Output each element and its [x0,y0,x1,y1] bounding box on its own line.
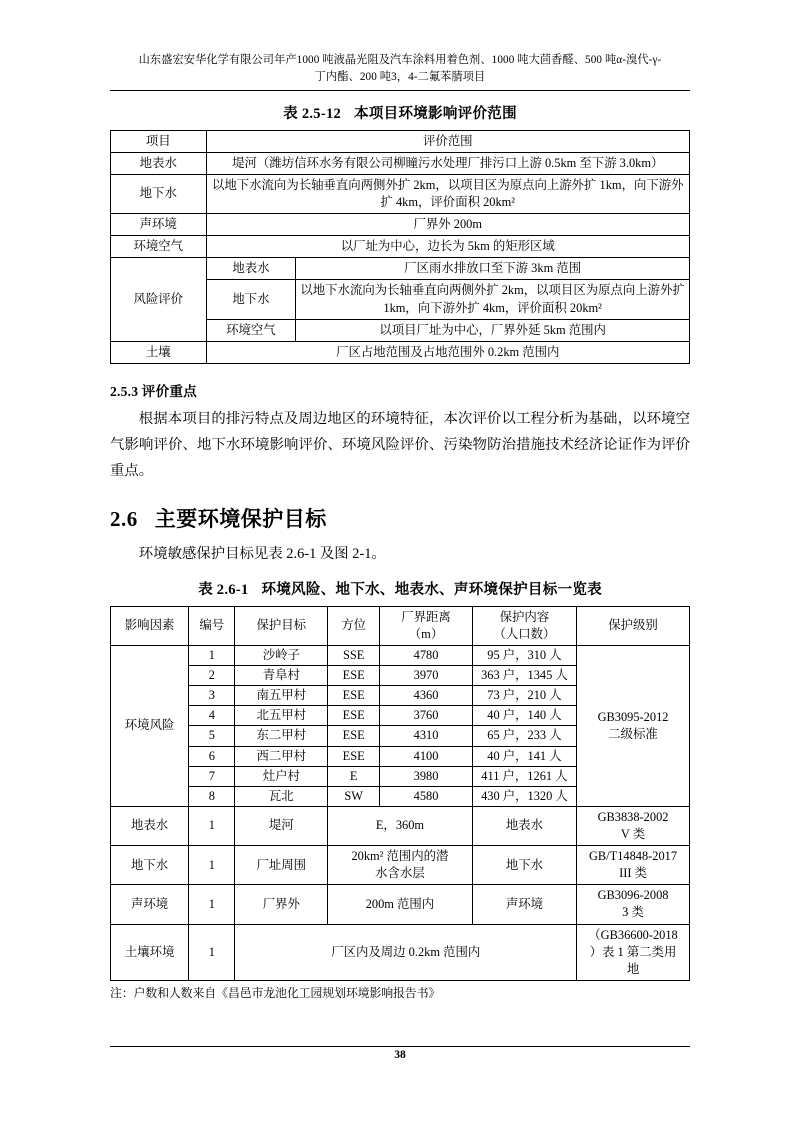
section-heading-253 [110,380,690,400]
cell-target: 东二甲村 [235,726,328,746]
cell-no: 1 [189,646,235,666]
cell-no: 3 [189,686,235,706]
table-row [111,214,690,236]
cell-distance-span: 200m 范围内 [328,885,473,924]
cell-content: 430 户，1320 人 [472,786,576,806]
cell-content: 40 户，141 人 [472,746,576,766]
cell-no: 5 [189,726,235,746]
cell-level [577,885,690,924]
cell-target: 青阜村 [235,666,328,686]
table-2-header-content-line2: （人口数） [493,626,556,641]
cell-subitem: 地下水 [206,280,296,319]
table-1-caption-title: 本项目环境影响评价范围 [354,105,517,122]
cell-level [577,806,690,845]
cell-level-line2: 二级标准 [608,726,658,741]
cell-item: 地下水 [111,174,207,213]
table-2-caption-label: 表 2.6-1 [198,581,249,598]
cell-level-line1: GB/T14848-2017 [588,849,678,864]
cell-target: 灶户村 [235,766,328,786]
cell-distance: 4580 [380,786,473,806]
cell-direction: SSE [328,646,380,666]
table-row [111,806,690,845]
table-row [111,924,690,980]
table-2-header-distance-line2: （m） [408,626,444,641]
cell-no: 1 [189,806,235,845]
cell-item: 声环境 [111,214,207,236]
section-26-title: 主要环境保护目标 [154,506,327,531]
cell-content: 73 户，210 人 [472,686,576,706]
cell-target: 西二甲村 [235,746,328,766]
table-1-caption-label: 表 2.5-12 [283,105,342,122]
table-2-header-content [472,606,576,645]
cell-value: 以项目厂址为中心，厂界外延 5km 范围内 [296,319,690,341]
cell-target: 厂址周围 [235,846,328,885]
cell-no: 4 [189,706,235,726]
table-row [111,846,690,885]
table-row [111,885,690,924]
table-2-header-target: 保护目标 [235,606,328,645]
table-row [111,174,690,213]
cell-item: 环境空气 [111,236,207,258]
cell-distance-span: E，360m [328,806,473,845]
cell-level [577,924,690,980]
cell-factor: 地下水 [111,846,189,885]
table-row [111,130,690,152]
page-footer [110,1046,690,1061]
cell-level-risk [577,646,690,807]
cell-distance: 3760 [380,706,473,726]
cell-level-line2: 3 类 [622,905,644,920]
cell-no: 1 [189,846,235,885]
cell-level-line1: （GB36600-2018 [588,927,678,942]
cell-distance-span-line2: 水含水层 [375,866,425,881]
cell-level-line2: V 类 [620,827,646,841]
cell-subitem: 地表水 [206,258,296,280]
cell-content: 411 户，1261 人 [472,766,576,786]
cell-direction: ESE [328,666,380,686]
running-header-line2: 丁内酯、200 吨3，4-二氟苯腈项目 [314,71,486,84]
cell-item-risk: 风险评价 [111,258,207,341]
table-row [111,152,690,174]
cell-factor: 地表水 [111,806,189,845]
table-row [111,606,690,645]
cell-target: 南五甲村 [235,686,328,706]
cell-factor-risk: 环境风险 [111,646,189,807]
cell-factor: 声环境 [111,885,189,924]
cell-level-line3: 地 [626,961,640,976]
cell-level-line1: GB3096-2008 [597,888,669,903]
cell-no: 1 [189,885,235,924]
cell-content: 声环境 [472,885,576,924]
cell-distance-span [328,846,473,885]
table-2-caption [110,578,690,599]
cell-soil-span: 厂区内及周边 0.2km 范围内 [235,924,577,980]
cell-no: 1 [189,924,235,980]
section-253-paragraph: 根据本项目的排污特点及周边地区的环境特征，本次评价以工程分析为基础，以环境空气影响评价、地下水环境影响评价、环境风险评价、污染物防治措施技术经济论证作为评价重点。 [110,410,690,480]
cell-target: 瓦北 [235,786,328,806]
cell-direction: E [328,766,380,786]
cell-direction: ESE [328,706,380,726]
table-2-caption-title: 环境风险、地下水、地表水、声环境保护目标一览表 [261,581,602,598]
table-2-header-content-line1: 保护内容 [499,609,550,624]
cell-item: 土壤 [111,341,207,363]
table-2-header-level: 保护级别 [577,606,690,645]
cell-item: 地表水 [111,152,207,174]
cell-level [577,846,690,885]
table-2-header-direction: 方位 [328,606,380,645]
running-header-line1: 山东盛宏安华化学有限公司年产1000 吨液晶光阻及汽车涂料用着色剂、1000 吨大茴香醛、500 吨α-溴代-γ- [138,54,662,66]
cell-target: 北五甲村 [235,706,328,726]
cell-value: 厂区占地范围及占地范围外 0.2km 范围内 [206,341,689,363]
cell-factor: 土壤环境 [111,924,189,980]
cell-distance: 4100 [380,746,473,766]
table-evaluation-scope [110,130,690,364]
cell-value: 堤河（潍坊信环水务有限公司柳瞳污水处理厂排污口上游 0.5km 至下游 3.0km） [206,152,689,174]
section-253-number: 2.5.3 [110,383,139,399]
cell-distance: 4780 [380,646,473,666]
cell-direction: SW [328,786,380,806]
header-divider [110,90,690,91]
cell-distance-span-line1: 20km² 范围内的潜 [351,849,449,864]
table-2-note: 注：户数和人数来自《昌邑市龙池化工园规划环境影响报告书》 [110,985,441,1000]
cell-content: 40 户，140 人 [472,706,576,726]
table-row [111,646,690,666]
table-row [111,258,690,280]
cell-distance: 4360 [380,686,473,706]
cell-target: 沙岭子 [235,646,328,666]
cell-direction: ESE [328,686,380,706]
cell-direction: ESE [328,746,380,766]
section-heading-26 [110,503,690,533]
page-number: 38 [394,1049,406,1061]
table-2-header-distance [380,606,473,645]
cell-level-line2: III 类 [619,866,647,881]
table-row [111,341,690,363]
cell-direction: ESE [328,726,380,746]
table-1-header-item: 项目 [111,130,207,152]
cell-level-line2: ）表 1 第二类用 [589,944,677,959]
cell-level-line1: GB3838-2002 [597,809,669,824]
cell-value: 以地下水流向为长轴垂直向两侧外扩 2km，以项目区为原点向上游外扩 1km，向下游外扩 4km，评价面积 20km² [296,280,690,319]
cell-content: 95 户，310 人 [472,646,576,666]
cell-content: 地下水 [472,846,576,885]
page-content [110,52,690,1003]
section-26-paragraph: 环境敏感保护目标见表 2.6-1 及图 2-1。 [138,545,386,562]
cell-value: 厂区雨水排放口至下游 3km 范围 [296,258,690,280]
cell-value: 以地下水流向为长轴垂直向两侧外扩 2km，以项目区为原点向上游外扩 1km，向下游外扩 4km，评价面积 20km² [206,174,689,213]
cell-content: 地表水 [472,806,576,845]
cell-no: 6 [189,746,235,766]
table-protection-targets [110,606,690,981]
cell-content: 363 户，1345 人 [472,666,576,686]
section-26-number: 2.6 [110,506,138,531]
cell-no: 8 [189,786,235,806]
table-1-header-scope: 评价范围 [206,130,689,152]
table-2-header-factor: 影响因素 [111,606,189,645]
cell-content: 65 户，233 人 [472,726,576,746]
cell-value: 以厂址为中心，边长为 5km 的矩形区域 [206,236,689,258]
cell-no: 7 [189,766,235,786]
cell-subitem: 环境空气 [206,319,296,341]
table-row [111,236,690,258]
cell-distance: 4310 [380,726,473,746]
cell-target: 厂界外 [235,885,328,924]
footer-divider [110,1046,690,1047]
cell-target: 堤河 [235,806,328,845]
table-2-header-no: 编号 [189,606,235,645]
cell-level-line1: GB3095-2012 [597,709,669,724]
cell-no: 2 [189,666,235,686]
table-2-header-distance-line1: 厂界距离 [401,609,451,624]
cell-distance: 3980 [380,766,473,786]
section-253-title: 评价重点 [141,383,197,399]
running-header [110,52,690,87]
table-1-caption [110,102,690,123]
cell-distance: 3970 [380,666,473,686]
cell-value: 厂界外 200m [206,214,689,236]
